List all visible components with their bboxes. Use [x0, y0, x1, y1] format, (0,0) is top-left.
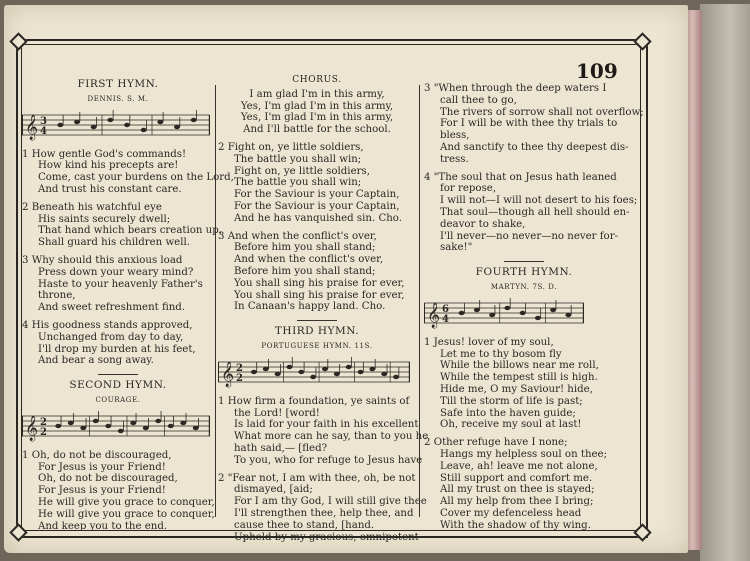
- note-head: [393, 375, 399, 379]
- time-signature-bottom: 4: [442, 313, 449, 325]
- verse-line: 3 And when the conflict's over,: [218, 230, 377, 242]
- verse-line: Safe into the haven guide;: [440, 407, 576, 419]
- verse-line: All my help from thee I bring;: [440, 496, 594, 508]
- verse: [218, 395, 429, 467]
- verse-line: Still support and comfort me.: [440, 472, 593, 484]
- verse-line: For Jesus is your Friend!: [38, 485, 166, 497]
- verse-line: How kind his precepts are!: [38, 160, 179, 172]
- hymn-title: SECOND HYMN.: [69, 379, 167, 392]
- verse: [424, 171, 638, 255]
- note-head: [91, 124, 97, 128]
- verse-line: You shall sing his praise for ever,: [234, 277, 405, 289]
- verse: [424, 437, 624, 531]
- verse-line: Hide me, O my Saviour! hide,: [440, 383, 593, 395]
- verse-line: For the Saviour is your Captain,: [234, 189, 400, 201]
- column-divider: [419, 85, 420, 517]
- verse-line: Is laid for your faith in his excellent: [234, 419, 419, 431]
- verse: [22, 450, 214, 533]
- verse-line: Oh, receive my soul at last!: [440, 419, 582, 431]
- note-head: [369, 367, 375, 371]
- verse-line: Before him you shall stand;: [234, 265, 376, 277]
- note-head: [310, 375, 316, 379]
- verse-line: While the billows near me roll,: [440, 360, 599, 372]
- verse-line: 2 Beneath his watchful eye: [22, 201, 162, 213]
- verse-line: Before him you shall stand;: [234, 242, 376, 254]
- time-signature-bottom: 4: [40, 125, 47, 137]
- note-head: [504, 306, 510, 310]
- verse: [424, 83, 644, 166]
- verse-line: Cover my defenceless head: [440, 507, 582, 519]
- verse: [218, 142, 416, 225]
- column-left: [22, 75, 234, 538]
- verse: [22, 320, 214, 367]
- note-head: [80, 426, 86, 430]
- note-head: [346, 365, 352, 369]
- verse-line: For Jesus is your Friend!: [38, 461, 166, 473]
- note-head: [381, 372, 387, 376]
- note-head: [93, 419, 99, 423]
- treble-clef-icon: 𝄞: [25, 114, 39, 140]
- note-head: [286, 365, 292, 369]
- note-head: [459, 311, 465, 315]
- verse-line: 2 Other refuge have I none;: [424, 437, 568, 449]
- verse-line: tress.: [440, 153, 469, 165]
- verse-line: the Lord! [word!: [234, 407, 320, 419]
- note-head: [57, 122, 63, 126]
- page-edges: [686, 10, 702, 550]
- verse-line: Leave, ah! leave me not alone,: [440, 460, 598, 472]
- time-signature-bottom: 2: [236, 372, 243, 384]
- note-head: [251, 370, 257, 374]
- note-head: [168, 424, 174, 428]
- verse-line: I will not—I will not desert to his foes;: [440, 195, 638, 207]
- chorus-line: I am glad I'm in this army,: [249, 88, 385, 100]
- verse: [424, 337, 624, 431]
- verse-line: And he has vanquished sin. Cho.: [234, 212, 402, 224]
- note-head: [474, 308, 480, 312]
- verse-line: And when the conflict's over,: [234, 254, 384, 266]
- verse-line: 2 "Fear not, I am with thee, oh, be not: [218, 472, 416, 484]
- verse-line: hath said,— [fled?: [234, 442, 328, 454]
- note-head: [180, 421, 186, 425]
- note-head: [118, 429, 124, 433]
- note-head: [565, 313, 571, 317]
- time-signature-top: 3: [40, 115, 47, 127]
- verse-line: Unchanged from day to day,: [38, 331, 184, 343]
- note-head: [263, 367, 269, 371]
- verse-line: 3 Why should this anxious load: [22, 254, 183, 266]
- verse-line: 4 "The soul that on Jesus hath leaned: [424, 171, 617, 183]
- note-head: [520, 311, 526, 315]
- verse: [22, 255, 214, 314]
- note-head: [191, 117, 197, 121]
- treble-clef-icon: 𝄞: [427, 302, 441, 328]
- verse-line: 2 Fight on, ye little soldiers,: [218, 141, 364, 153]
- verse-line: That hand which bears creation up,: [38, 225, 223, 237]
- verse-line: And trust his constant care.: [38, 183, 182, 195]
- verse-line: And bear a song away.: [38, 355, 154, 367]
- time-signature-top: 6: [442, 303, 449, 315]
- verse-line: In Canaan's happy land. Cho.: [234, 301, 386, 313]
- hymn-separator: [504, 261, 544, 262]
- note-head: [535, 316, 541, 320]
- music-staff: [424, 297, 584, 331]
- tune-name: DENNIS. S. M.: [87, 94, 149, 103]
- note-head: [141, 127, 147, 131]
- page-number: 109: [576, 59, 618, 83]
- column-middle: [218, 75, 429, 549]
- note-head: [550, 308, 556, 312]
- verse-line: cause thee to stand, [hand.: [234, 519, 375, 531]
- verse-line: 4 His goodness stands approved,: [22, 319, 193, 331]
- verse-line: I'll strengthen thee, help thee, and: [234, 507, 414, 519]
- chorus: [218, 89, 416, 136]
- verse-line: What more can he say, than to you he: [234, 431, 429, 443]
- verse-line: His saints securely dwell;: [38, 213, 171, 225]
- hymn-title: FIRST HYMN.: [77, 78, 159, 90]
- book-cover-edge: [700, 4, 750, 561]
- note-head: [334, 372, 340, 376]
- verse-line: You shall sing his praise for ever,: [234, 289, 405, 301]
- verse-line: And sanctify to thee thy deepest dis-: [440, 141, 629, 153]
- verse-line: for repose,: [440, 183, 497, 195]
- column-divider: [215, 85, 216, 517]
- note-head: [124, 122, 130, 126]
- verse-line: While the tempest still is high.: [440, 372, 598, 384]
- treble-clef-icon: 𝄞: [221, 361, 235, 387]
- verse-line: For I will be with thee thy trials to: [440, 118, 618, 130]
- tune-name: MARTYN. 7S. D.: [490, 282, 558, 291]
- note-head: [358, 370, 364, 374]
- verse-line: Upheld by my gracious, omnipotent: [234, 531, 419, 543]
- note-head: [489, 313, 495, 317]
- verse-line: I'll drop my burden at his feet,: [38, 343, 196, 355]
- note-head: [322, 367, 328, 371]
- time-signature-top: 2: [236, 362, 243, 374]
- hymn-separator: [297, 320, 337, 321]
- verse: [218, 231, 416, 314]
- verse-line: He will give you grace to conquer,: [38, 496, 215, 508]
- time-signature-bottom: 2: [40, 426, 47, 438]
- verse-line: Oh, do not be discouraged,: [38, 473, 178, 485]
- verse-line: Hangs my helpless soul on thee;: [440, 448, 608, 460]
- tune-name: PORTUGUESE HYMN. 11S.: [261, 341, 373, 350]
- note-head: [155, 419, 161, 423]
- verse-line: That soul—though all hell should en-: [440, 206, 630, 218]
- verse-line: With the shadow of thy wing.: [440, 519, 591, 531]
- verse-line: And sweet refreshment find.: [38, 302, 186, 314]
- hymn-title: FOURTH HYMN.: [475, 266, 573, 279]
- treble-clef-icon: 𝄞: [25, 415, 39, 441]
- verse-line: 1 How firm a foundation, ye saints of: [218, 395, 410, 407]
- column-right: [424, 83, 644, 538]
- time-signature-top: 2: [40, 416, 47, 428]
- chorus-title: CHORUS.: [292, 75, 342, 85]
- chorus-line: And I'll battle for the school.: [243, 124, 391, 136]
- verse-line: 1 How gentle God's commands!: [22, 148, 187, 160]
- verse-line: To you, who for refuge to Jesus have: [234, 454, 423, 466]
- note-head: [74, 119, 80, 123]
- hymn-title: THIRD HYMN.: [274, 325, 360, 338]
- note-head: [68, 421, 74, 425]
- verse-line: 1 Oh, do not be discouraged,: [22, 449, 172, 461]
- note-head: [143, 426, 149, 430]
- verse-line: Shall guard his children well.: [38, 237, 190, 249]
- note-head: [193, 426, 199, 430]
- note-head: [55, 424, 61, 428]
- music-staff: [22, 109, 210, 143]
- verse-line: 3 "When through the deep waters I: [424, 83, 607, 94]
- verse-line: Till the storm of life is past;: [440, 395, 583, 407]
- note-head: [275, 372, 281, 376]
- verse-line: The rivers of sorrow shall not overflow;: [440, 106, 644, 118]
- verse-line: He will give you grace to conquer,: [38, 508, 215, 520]
- verse-line: throne,: [38, 290, 76, 302]
- verse-line: Let me to thy bosom fly: [440, 348, 562, 360]
- verse-line: Haste to your heavenly Father's: [38, 278, 203, 290]
- note-head: [298, 370, 304, 374]
- chorus-line: Yes, I'm glad I'm in this army,: [240, 112, 394, 124]
- verse-line: sake!": [440, 242, 473, 254]
- verse-line: The battle you shall win;: [234, 153, 362, 165]
- verse-line: 1 Jesus! lover of my soul,: [424, 336, 554, 348]
- note-head: [107, 117, 113, 121]
- book-page: [4, 5, 688, 553]
- chorus-line: Yes, I'm glad I'm in this army,: [240, 100, 394, 112]
- tune-name: COURAGE.: [95, 395, 141, 404]
- note-head: [157, 119, 163, 123]
- verse-line: dismayed, [aid;: [234, 484, 313, 496]
- verse: [22, 148, 234, 196]
- verse-line: call thee to go,: [440, 94, 517, 106]
- verse-line: Come, cast your burdens on the Lord,: [38, 172, 234, 184]
- note-head: [130, 421, 136, 425]
- verse-line: deavor to shake,: [440, 218, 526, 230]
- verse-line: I'll never—no never—no never for-: [440, 230, 619, 242]
- hymn-separator: [98, 374, 138, 375]
- verse-line: Fight on, ye little soldiers,: [234, 165, 370, 177]
- verse-line: bless,: [440, 130, 470, 142]
- verse-line: All my trust on thee is stayed;: [440, 484, 595, 496]
- verse: [22, 201, 223, 249]
- verse-line: For I am thy God, I will still give thee: [234, 496, 427, 508]
- verse: [218, 472, 427, 544]
- verse-line: The battle you shall win;: [234, 177, 362, 189]
- verse-line: For the Saviour is your Captain,: [234, 200, 400, 212]
- music-staff: [22, 410, 210, 444]
- verse-line: And keep you to the end.: [38, 520, 168, 532]
- music-staff: [218, 356, 410, 390]
- note-head: [174, 124, 180, 128]
- note-head: [105, 424, 111, 428]
- verse-line: Press down your weary mind?: [38, 266, 194, 278]
